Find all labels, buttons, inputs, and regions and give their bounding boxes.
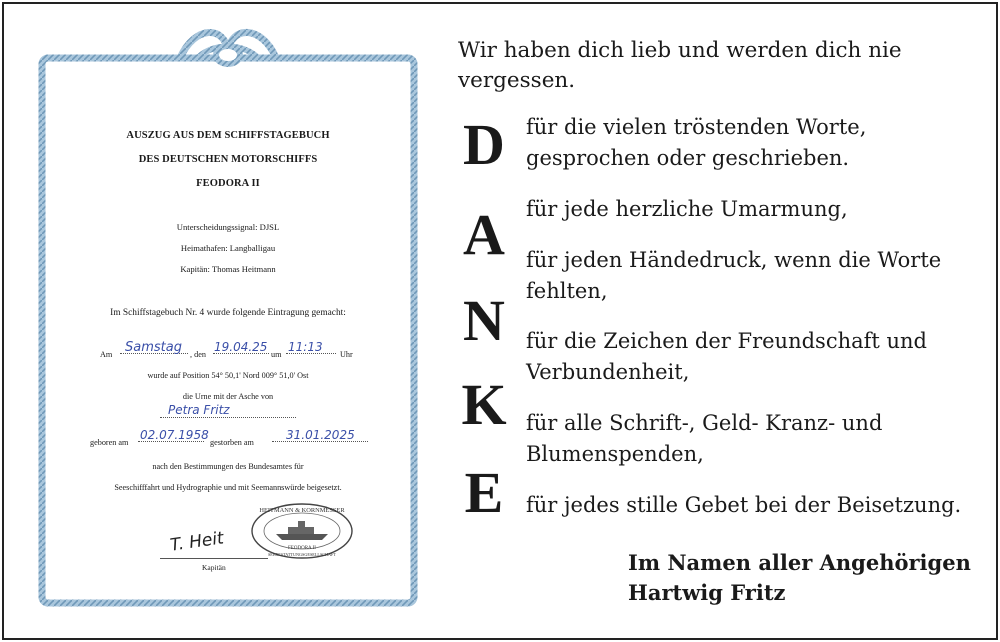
cert-position: wurde auf Position 54° 50,1' Nord 009° 51,0' Ost xyxy=(147,371,309,380)
cert-died-label: gestorben am xyxy=(210,438,254,447)
cert-rules-line-1: nach den Bestimmungen des Bundesamtes für xyxy=(152,462,304,471)
cert-title-line-1: AUSZUG AUS DEM SCHIFFSTAGEBUCH xyxy=(126,130,330,141)
cert-captain: Kapitän: Thomas Heitmann xyxy=(180,264,276,274)
danke-letter-a: A xyxy=(463,202,505,267)
cert-title-line-3: FEODORA II xyxy=(196,178,260,189)
thanks-line-1b: gesprochen oder geschrieben. xyxy=(526,146,850,170)
thanks-line-4a: für die Zeichen der Freundschaft und xyxy=(526,329,927,353)
cert-name-value: Petra Fritz xyxy=(168,403,230,417)
ship-seal-stamp xyxy=(250,502,354,560)
cert-am-label: Am xyxy=(100,350,113,359)
thanks-line-1a: für die vielen tröstenden Worte, xyxy=(526,115,867,139)
cert-signature-label: Kapitän xyxy=(202,563,226,572)
cert-day-value: Samstag xyxy=(125,340,182,355)
cert-died-value: 31.01.2025 xyxy=(286,428,355,442)
cert-um-label: um xyxy=(271,350,282,359)
cert-title-line-2: DES DEUTSCHEN MOTORSCHIFFS xyxy=(138,154,318,165)
cert-signature: T. Heit xyxy=(168,528,225,556)
cert-entry-text: Im Schiffstagebuch Nr. 4 wurde folgende Eintragung gemacht: xyxy=(110,308,346,318)
cert-signal: Unterscheidungssignal: DJSL xyxy=(176,222,280,232)
thanks-line-4b: Verbundenheit, xyxy=(526,360,690,384)
cert-urn-text: die Urne mit der Asche von xyxy=(182,392,274,401)
danke-letter-d: D xyxy=(463,112,505,177)
cert-date-value: 19.04.25 xyxy=(214,340,268,354)
cert-home-port: Heimathafen: Langballigau xyxy=(180,243,276,253)
thanks-line-5b: Blumenspenden, xyxy=(526,442,704,466)
thanks-line-3a: für jeden Händedruck, wenn die Worte xyxy=(526,248,942,272)
danke-letter-e: E xyxy=(464,460,504,525)
signature-line-1: Im Namen aller Angehörigen xyxy=(628,550,971,575)
certificate xyxy=(50,62,406,596)
cert-born-label: geboren am xyxy=(90,438,129,447)
seal-middle-text: FEODORA II xyxy=(288,546,316,551)
signature-line-2: Hartwig Fritz xyxy=(628,580,786,605)
danke-letter-k: K xyxy=(461,372,507,437)
thanks-line-6: für jedes stille Gebet bei der Beisetzung. xyxy=(526,493,962,517)
danke-letter-n: N xyxy=(463,288,505,353)
cert-uhr-label: Uhr xyxy=(340,350,353,359)
cert-born-value: 02.07.1958 xyxy=(140,428,209,442)
seal-bottom-text: SEEBESTATTUNGSGESELLSCHAFT xyxy=(267,552,337,557)
cert-rules-line-2: Seeschifffahrt und Hydrographie und mit Seemannswürde beigesetzt. xyxy=(114,483,342,492)
thanks-line-5a: für alle Schrift-, Geld- Kranz- und xyxy=(526,411,883,435)
cert-den-label: , den xyxy=(190,350,206,359)
thanks-line-3b: fehlten, xyxy=(526,279,608,303)
intro-text: Wir haben dich lieb und werden dich nie vergessen. xyxy=(458,38,902,93)
cert-time-value: 11:13 xyxy=(288,340,323,354)
thanks-line-2: für jede herzliche Umarmung, xyxy=(526,197,848,221)
seal-top-text: HEITMANN & KORNMESSER xyxy=(259,507,345,514)
